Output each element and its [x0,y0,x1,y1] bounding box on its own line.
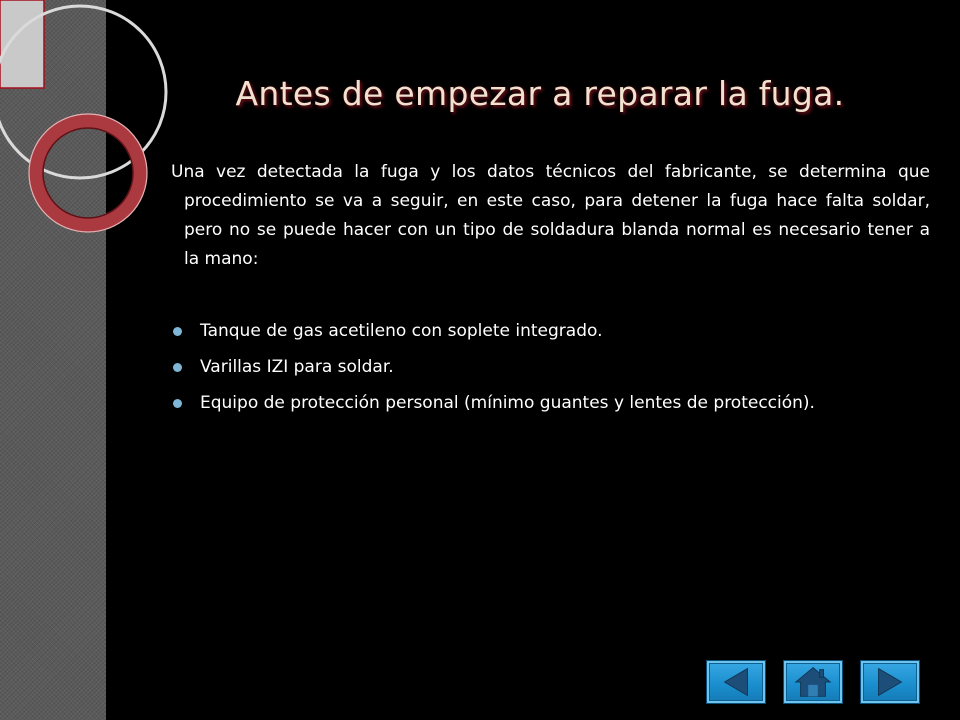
home-button[interactable] [783,660,843,704]
bullet-item [171,354,930,380]
navigation-buttons [706,660,920,704]
bullet-item [171,390,930,416]
bullet-item [171,318,930,344]
next-button[interactable] [860,660,920,704]
triangle-left-icon [707,661,765,703]
bullet-text: Tanque de gas acetileno con soplete integrado. [200,321,603,341]
bullet-dot-icon [173,363,182,372]
slide-title: Antes de empezar a reparar la fuga. [235,74,845,113]
decorative-rings [0,0,200,260]
bullet-list [171,318,930,416]
bullet-text: Varillas IZI para soldar. [200,357,394,377]
intro-paragraph: Una vez detectada la fuga y los datos técnicos del fabricante, se determina que procedimiento se va a seguir, en este caso, para detener la fuga hace falta soldar, pero no se puede hacer con un tipo de soldadura blanda normal es necesario tener a la mano: [171,162,930,269]
bullet-dot-icon [173,399,182,408]
previous-button[interactable] [706,660,766,704]
triangle-right-icon [861,661,919,703]
slide-content [171,158,930,426]
bullet-text: Equipo de protección personal (mínimo guantes y lentes de protección). [200,393,815,413]
home-icon [784,661,842,703]
bullet-dot-icon [173,327,182,336]
corner-gray-block [0,0,44,88]
